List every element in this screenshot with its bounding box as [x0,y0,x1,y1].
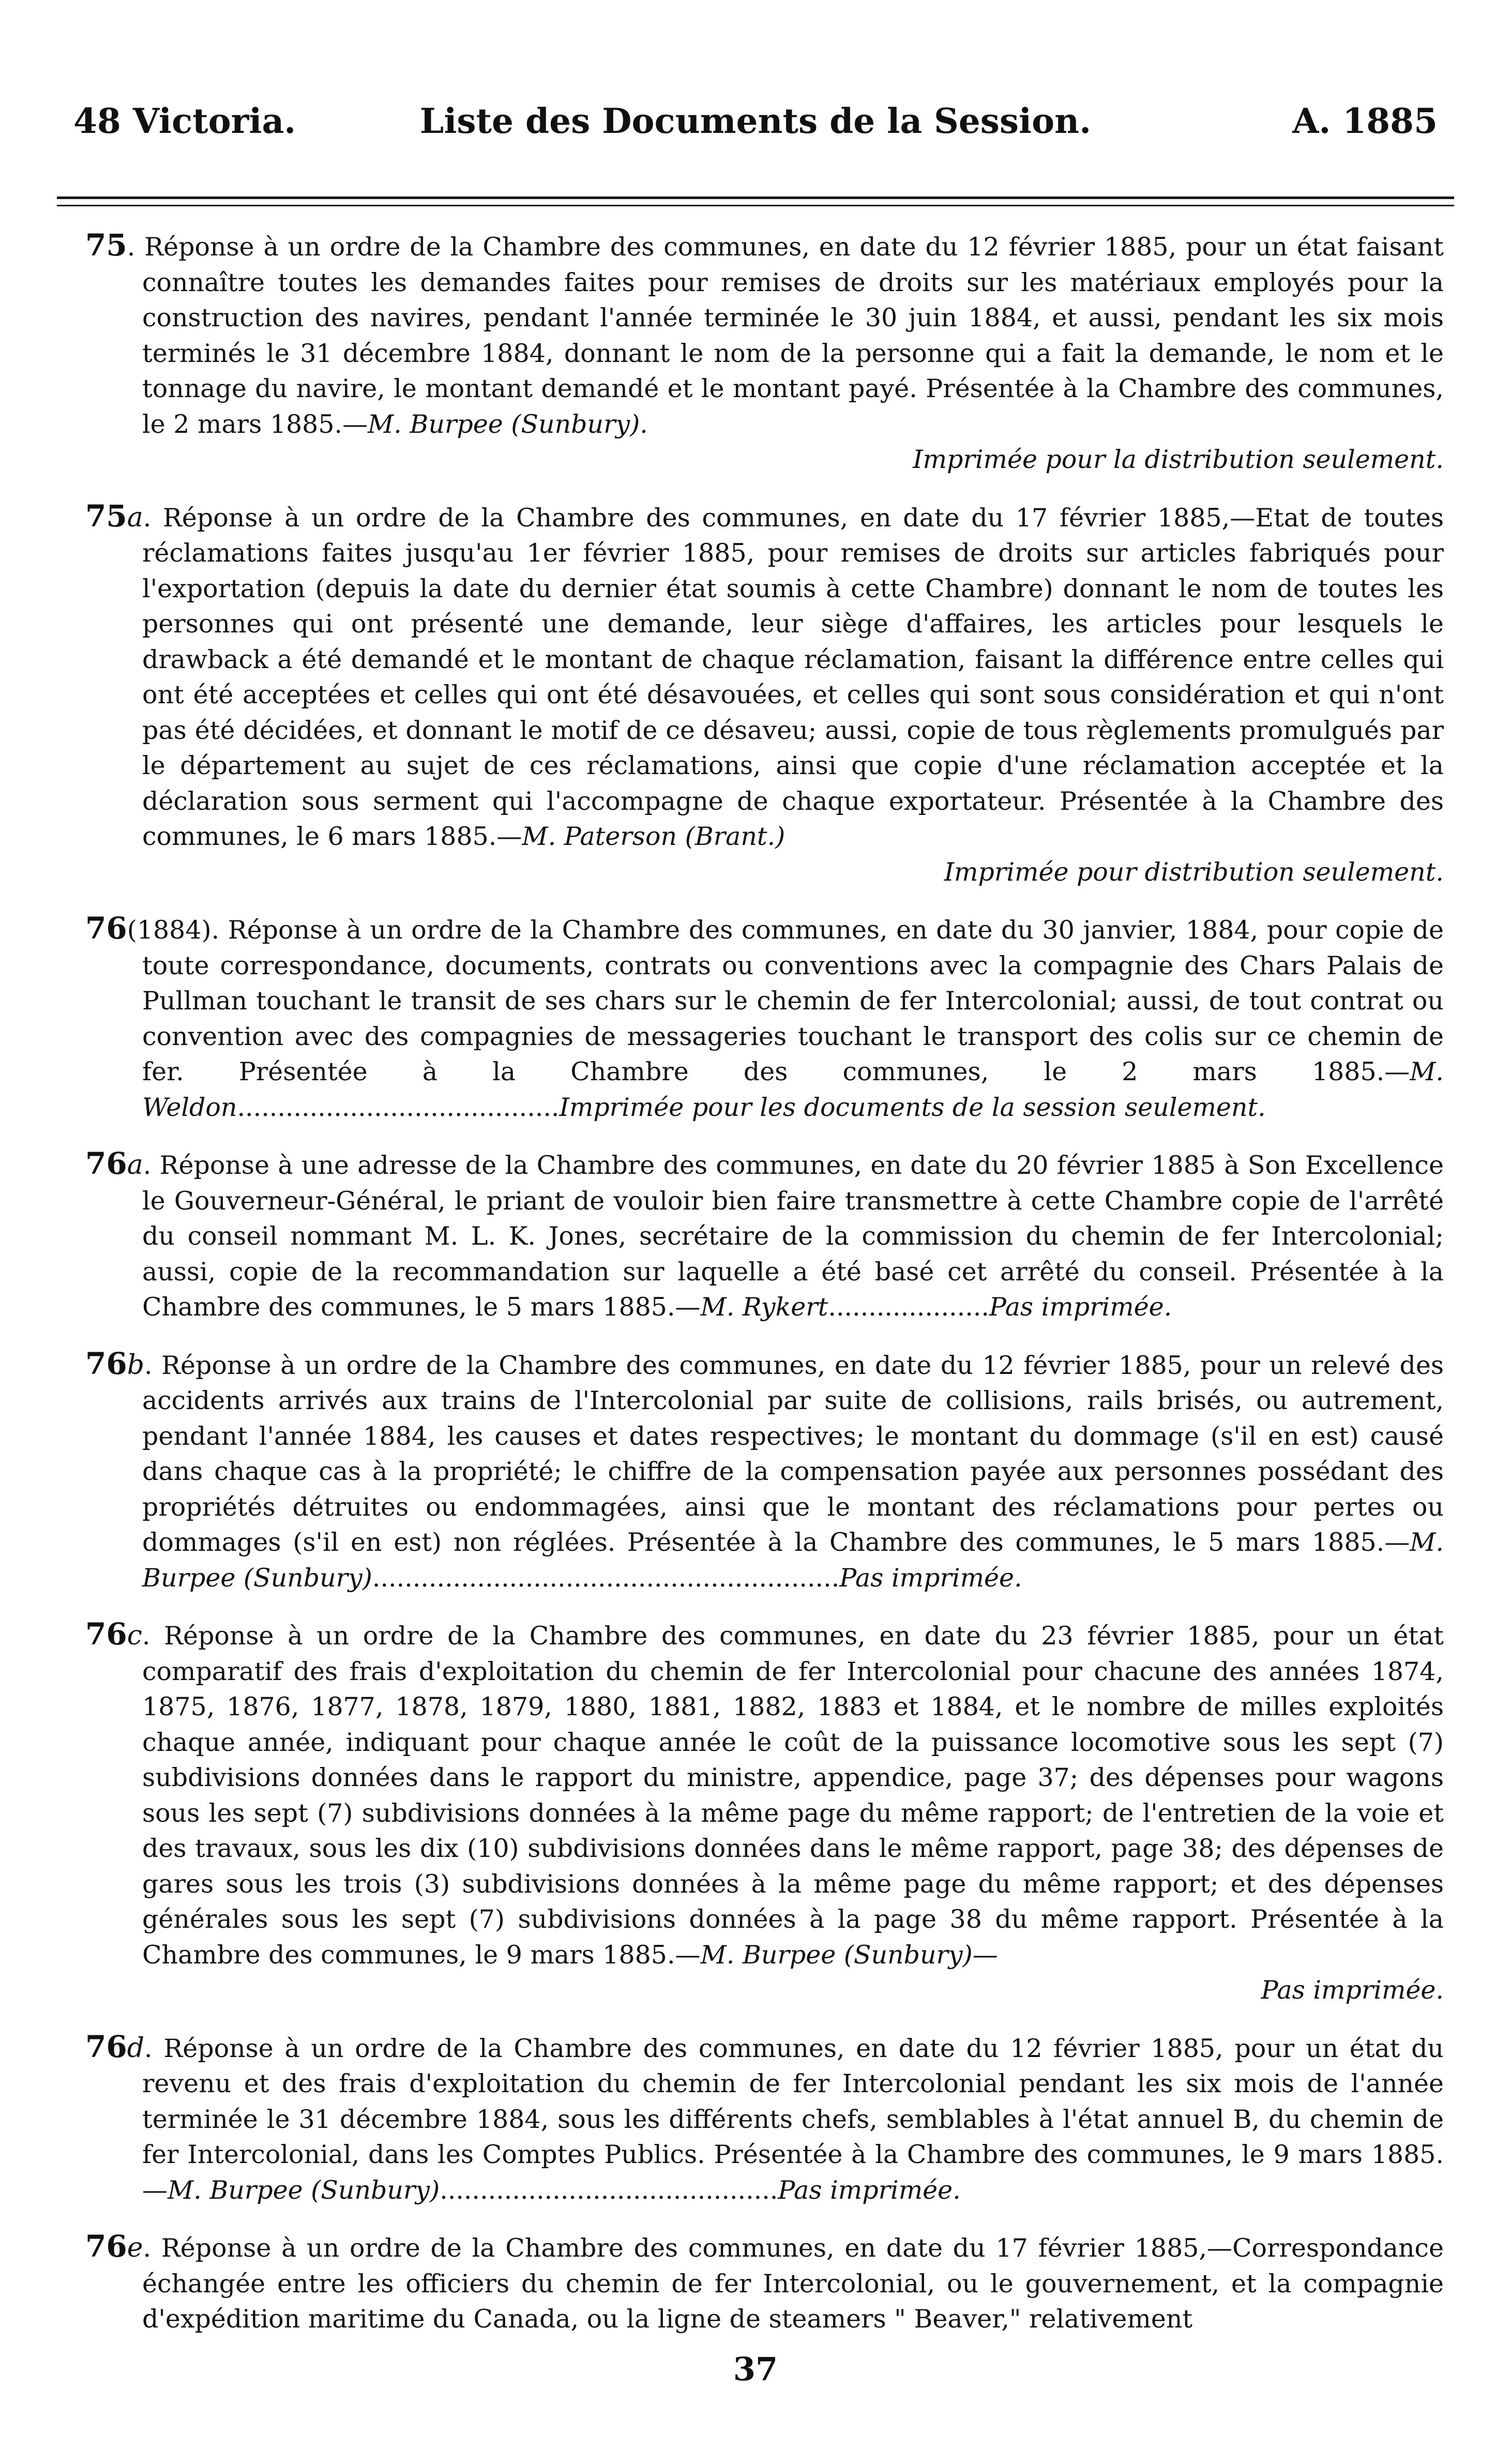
header-rule-thick [57,196,1454,199]
entry-text: . Réponse à un ordre de la Chambre des communes, en date du 12 février 1885, pour un relevé des accidents arrivés aux trains de l'Intercolonial par suite de collisions, rails brisés, ou autrement, pendant l'année 1884, les causes et dates respectives; le montant du dommage (s'il en est) causé dans chaque cas à la propriété; le chiffre de la compensation payée aux personnes possédant des propriétés détruites ou endommagées, ainsi que le montant des réclamations pour pertes ou dommages (s'il en est) non réglées. Présentée à la Chambre des communes, le 5 mars 1885.— [142,1350,1444,1557]
entry-status: Imprimée pour les documents de la session seulement. [559,1092,1266,1122]
entry-75 [85,228,1444,478]
entry-text: . Réponse à une adresse de la Chambre des communes, en date du 20 février 1885 à Son Excellence le Gouverneur-Général, le priant de vouloir bien faire transmettre à cette Chambre copie de l'arrêté du conseil nommant M. L. K. Jones, secrétaire de la commission du chemin de fer Intercolonial; aussi, copie de la recommandation sur laquelle a été basé cet arrêté du conseil. Présentée à la Chambre des communes, le 5 mars 1885.— [142,1151,1444,1322]
running-header [73,101,1438,158]
header-rule-thin [57,205,1454,206]
entry-76e [85,2229,1444,2337]
entry-76d [85,2029,1444,2209]
entry-status: Pas imprimée. [1261,1975,1444,2005]
header-title: Liste des Documents de la Session. [419,101,1092,141]
entry-76a [85,1146,1444,1325]
entry-status: Imprimée pour la distribution seulement. [913,445,1444,474]
entry-76 [85,911,1444,1125]
entry-member: M. Rykert [700,1292,828,1322]
entry-member: M. Burpee (Sunbury). [368,409,648,439]
header-right: A. 1885 [1292,101,1438,141]
entry-number: 76b [85,1346,145,1381]
entry-text: (1884). Réponse à un ordre de la Chambre des communes, en date du 30 janvier, 1884, pour copie de toute correspondance, documents, contrats ou conventions avec la compagnie des Chars Palais de Pullman touchant le transit de ses chars sur le chemin de fer Intercolonial; aussi, de tout contrat ou convention avec des compagnies de messageries touchant le transport des colis sur ce chemin de fer. Présentée à la Chambre des communes, le 2 mars 1885.— [127,915,1444,1086]
entry-number: 76e [85,2229,143,2264]
entry-number: 76c [85,1616,142,1652]
entry-list [85,228,1444,2358]
entry-status: Pas imprimée. [839,1563,1022,1593]
entry-76c [85,1616,1444,2008]
leader-dots: .................... [828,1292,989,1322]
entry-member: M. Burpee (Sunbury)— [700,1940,998,1970]
entry-member: M. Burpee (Sunbury) [168,2175,440,2205]
entry-text: . Réponse à un ordre de la Chambre des communes, en date du 23 février 1885, pour un état comparatif des frais d'exploitation du chemin de fer Intercolonial pour chacune des années 1874, 1875, 1876, 1877, 1878, 1879, 1880, 1881, 1882, 1883 et 1884, et le nombre de milles exploités chaque année, indiquant pour chaque année le coût de la puissance locomotive sous les sept (7) subdivisions données dans le rapport du ministre, appendice, page 37; des dépenses pour wagons sous les sept (7) subdivisions données à la même page du même rapport; de l'entretien de la voie et des travaux, sous les dix (10) subdivisions données dans le même rapport, page 38; des dépenses de gares sous les trois (3) subdivisions données à la même page du même rapport; et des dépenses générales sous les sept (7) subdivisions données à la page 38 du même rapport. Présentée à la Chambre des communes, le 9 mars 1885.— [142,1621,1444,1970]
entry-number: 76d [85,2029,145,2064]
leader-dots: .......................................... [440,2175,778,2205]
entry-number: 76a [85,1146,143,1181]
entry-text: . Réponse à un ordre de la Chambre des communes, en date du 12 février 1885, pour un état du revenu et des frais d'exploitation du chemin de fer Intercolonial pendant les six mois de l'année terminée le 31 décembre 1884, sous les différents chefs, semblables à l'état annuel B, du chemin de fer Intercolonial, dans les Comptes Publics. Présentée à la Chambre des communes, le 9 mars 1885.— [142,2033,1444,2205]
entry-text: . Réponse à un ordre de la Chambre des communes, en date du 17 février 1885,—Etat de toutes réclamations faites jusqu'au 1er février 1885, pour remises de droits sur articles fabriqués pour l'exportation (depuis la date du dernier état soumis à cette Chambre) donnant le nom de toutes les personnes qui ont présenté une demande, leur siège d'affaires, les articles pour lesquels le drawback a été demandé et le montant de chaque réclamation, faisant la différence entre celles qui ont été acceptées et celles qui ont été désavouées, et celles qui sont sous considération et qui n'ont pas été décidées, et donnant le motif de ce désaveu; aussi, copie de tous règlements promulgués par le département au sujet de ces réclamations, ainsi que copie d'une réclamation acceptée et la déclaration sous serment qui l'accompagne de chaque exportateur. Présentée à la Chambre des communes, le 6 mars 1885.— [142,503,1444,851]
page-number: 37 [733,2350,778,2388]
entry-number: 75 [85,228,127,263]
entry-text: . Réponse à un ordre de la Chambre des communes, en date du 17 février 1885,—Correspondance échangée entre les officiers du chemin de fer Intercolonial, ou le gouvernement, et la compagnie d'expédition maritime du Canada, ou la ligne de steamers " Beaver," relativement [142,2233,1444,2334]
header-left: 48 Victoria. [73,101,296,141]
leader-dots: .......................................................... [372,1563,840,1593]
entry-member: M. Burpee (Sunbury) [142,1528,1444,1593]
entry-member: M. Paterson (Brant.) [522,822,785,851]
leader-dots: ........................................ [237,1092,560,1122]
entry-text: . Réponse à un ordre de la Chambre des communes, en date du 12 février 1885, pour un état faisant connaître toutes les demandes faites pour remises de droits sur les matériaux employés pour la construction des navires, pendant l'année terminée le 30 juin 1884, et aussi, pendant les six mois terminés le 31 décembre 1884, donnant le nom de la personne qui a fait la demande, le nom et le tonnage du navire, le montant demandé et le montant payé. Présentée à la Chambre des communes, le 2 mars 1885.— [127,232,1444,439]
entry-status: Pas imprimée. [989,1292,1172,1322]
entry-75a [85,498,1444,890]
entry-76b [85,1346,1444,1596]
entry-status: Pas imprimée. [778,2175,961,2205]
entry-number: 75a [85,498,143,534]
entry-member: M. Weldon [142,1057,1444,1122]
entry-number: 76 [85,911,127,946]
entry-status: Imprimée pour distribution seulement. [944,857,1444,887]
